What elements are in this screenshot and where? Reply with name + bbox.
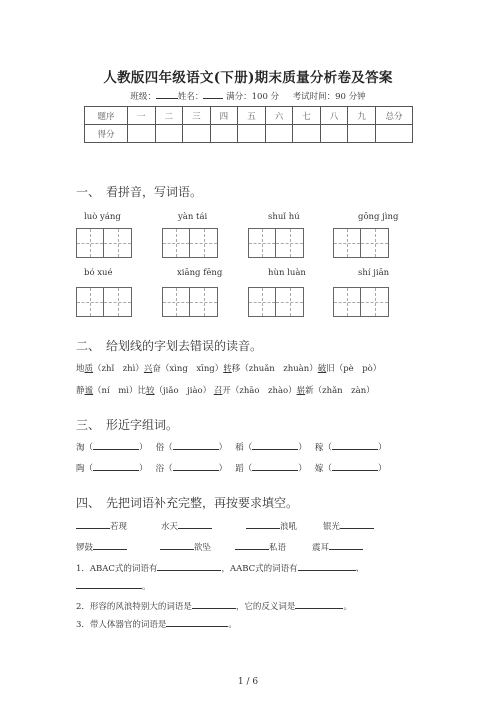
answer-blank[interactable] — [235, 540, 269, 550]
pinyin: gōng jìng — [358, 212, 399, 222]
pronunciation-line-1 — [76, 362, 381, 374]
char-prompt: 蹈（ — [235, 464, 253, 474]
question-1 — [76, 561, 364, 574]
answer-blank[interactable] — [252, 461, 298, 471]
answer-blank[interactable] — [298, 561, 356, 571]
pinyin: hùn luàn — [268, 268, 306, 278]
writing-box[interactable] — [333, 287, 389, 317]
idiom-fragment: 欲坠 — [194, 543, 212, 553]
table-cell: 题序 — [85, 107, 128, 125]
score-table — [84, 106, 413, 143]
pinyin: shuǐ hú — [268, 212, 300, 222]
class-blank[interactable] — [156, 89, 178, 99]
underlined-char: 转 — [223, 364, 232, 374]
similar-char-row-1 — [76, 440, 386, 453]
page-title: 人教版四年级语文(下册)期末质量分析卷及答案 — [103, 70, 393, 86]
idiom-fragment: 浪吼 — [280, 522, 298, 532]
pinyin: luò yáng — [84, 212, 121, 222]
idiom-fragment: 锣鼓 — [76, 543, 94, 553]
pronunciation-line-2 — [76, 384, 375, 396]
question-text: 3．带人体器官的词语是 — [76, 620, 167, 630]
paren: ） — [298, 443, 307, 453]
exam-time: 考试时间：90 分钟 — [292, 92, 366, 102]
paren: ） — [139, 443, 148, 453]
paren: ） — [377, 464, 387, 474]
idiom-row-1 — [76, 519, 374, 532]
table-cell: 五 — [238, 107, 266, 125]
name-blank[interactable] — [203, 89, 223, 99]
paren: ） — [298, 464, 307, 474]
question-text: ，AABC式的词语有 — [221, 564, 298, 574]
underlined-char: 较 — [146, 386, 155, 396]
answer-blank[interactable] — [166, 617, 228, 627]
question-2 — [76, 599, 352, 612]
question-1-continued — [76, 579, 151, 592]
writing-box[interactable] — [76, 287, 132, 317]
word-text: 比 — [137, 386, 147, 396]
score-cell[interactable] — [128, 125, 156, 143]
answer-blank[interactable] — [332, 461, 378, 471]
table-cell: 六 — [265, 107, 293, 125]
reading-options[interactable]: （zhǐ zhì） — [93, 364, 144, 374]
pinyin: xiāng fēng — [177, 268, 223, 278]
section-3-title: 三、 形近字组词。 — [76, 418, 179, 432]
reading-options[interactable]: 开（zhāo zhào） — [222, 386, 297, 396]
answer-blank[interactable] — [178, 519, 212, 529]
table-cell: 得分 — [85, 125, 128, 143]
idiom-fragment: 私语 — [269, 543, 287, 553]
writing-box[interactable] — [162, 287, 218, 317]
question-text: 。 — [343, 602, 352, 612]
underlined-char: 崭 — [296, 386, 306, 396]
score-cell[interactable] — [293, 125, 321, 143]
idiom-row-2 — [76, 540, 363, 553]
answer-blank[interactable] — [252, 440, 298, 450]
section-1-title: 一、 看拼音，写词语。 — [76, 185, 203, 199]
char-prompt: 陶（ — [76, 464, 94, 474]
score-table-row — [85, 125, 413, 143]
class-label: 班级： — [130, 92, 156, 102]
char-prompt: 俗（ — [155, 443, 173, 453]
score-cell[interactable] — [320, 125, 348, 143]
paren: ） — [377, 443, 387, 453]
char-prompt: 浴（ — [155, 464, 173, 474]
answer-blank[interactable] — [93, 440, 139, 450]
table-cell: 七 — [293, 107, 321, 125]
exam-info — [0, 89, 496, 102]
idiom-fragment: 银光 — [323, 522, 341, 532]
answer-blank[interactable] — [332, 440, 378, 450]
answer-blank[interactable] — [160, 540, 194, 550]
word-text: 地 — [76, 364, 85, 374]
writing-box[interactable] — [76, 228, 132, 258]
underlined-char: 谧 — [84, 386, 94, 396]
paren: ） — [218, 464, 228, 474]
reading-options[interactable]: （jiǎo jiào） — [154, 386, 212, 396]
char-prompt: 淘（ — [76, 443, 94, 453]
question-text: 、 — [355, 564, 365, 574]
writing-box[interactable] — [248, 287, 304, 317]
pinyin: shí jiān — [358, 268, 390, 278]
reading-options[interactable]: 新（zhǎn zàn） — [305, 386, 375, 396]
table-cell: 一 — [128, 107, 156, 125]
answer-blank[interactable] — [192, 599, 236, 609]
paren: ） — [139, 464, 148, 474]
answer-blank[interactable] — [76, 579, 142, 589]
table-cell: 四 — [210, 107, 238, 125]
writing-box[interactable] — [333, 228, 389, 258]
char-prompt: 稻（ — [235, 443, 253, 453]
question-text: 。 — [228, 620, 237, 630]
pinyin: bó xué — [84, 268, 113, 278]
score-cell[interactable] — [376, 125, 413, 143]
answer-blank[interactable] — [93, 461, 139, 471]
char-prompt: 嫁（ — [314, 464, 332, 474]
name-label: 姓名： — [177, 92, 204, 102]
answer-blank[interactable] — [329, 540, 363, 550]
reading-options[interactable]: （ní mì） — [93, 386, 138, 396]
idiom-fragment: 震耳 — [312, 543, 330, 553]
question-text: 。 — [142, 582, 151, 592]
answer-blank[interactable] — [173, 461, 219, 471]
reading-options[interactable]: 旧（pè pò） — [326, 364, 382, 374]
underlined-char: 兴 — [143, 364, 153, 374]
idiom-fragment: 水天 — [161, 522, 179, 532]
table-cell: 三 — [183, 107, 211, 125]
score-cell[interactable] — [210, 125, 238, 143]
answer-blank[interactable] — [173, 440, 219, 450]
underlined-char: 质 — [84, 364, 94, 374]
section-4-title: 四、 先把词语补充完整，再按要求填空。 — [76, 496, 299, 510]
underlined-char: 破 — [317, 364, 327, 374]
table-cell: 八 — [320, 107, 348, 125]
reading-options[interactable]: 奋（xìng xīng） — [152, 364, 224, 374]
section-2-title: 二、 给划线的字划去错误的读音。 — [76, 339, 263, 353]
table-cell: 二 — [155, 107, 183, 125]
page-number: 1 / 6 — [237, 677, 259, 687]
answer-blank[interactable] — [93, 540, 127, 550]
answer-blank[interactable] — [295, 599, 343, 609]
writing-box[interactable] — [248, 228, 304, 258]
paren: ） — [218, 443, 228, 453]
score-table-header — [85, 107, 413, 125]
score-cell[interactable] — [238, 125, 266, 143]
reading-options[interactable]: 移（zhuǎn zhuàn） — [231, 364, 318, 374]
answer-blank[interactable] — [76, 519, 110, 529]
question-3 — [76, 617, 237, 630]
table-cell: 九 — [348, 107, 376, 125]
table-cell: 总分 — [376, 107, 413, 125]
idiom-fragment: 若现 — [110, 522, 128, 532]
question-text: 1．ABAC式的词语有 — [76, 564, 158, 574]
full-score: 满分：100 分 — [226, 92, 280, 102]
similar-char-row-2 — [76, 461, 386, 474]
pinyin: yàn tái — [178, 212, 208, 222]
answer-blank[interactable] — [246, 519, 280, 529]
score-cell[interactable] — [265, 125, 293, 143]
question-text: ，它的反义词是 — [235, 602, 296, 612]
char-prompt: 稼（ — [314, 443, 332, 453]
score-cell[interactable] — [348, 125, 376, 143]
answer-blank[interactable] — [157, 561, 221, 571]
score-cell[interactable] — [155, 125, 183, 143]
score-cell[interactable] — [183, 125, 211, 143]
underlined-char: 召 — [213, 386, 223, 396]
answer-blank[interactable] — [340, 519, 374, 529]
question-text: 2．形容的风浪特别大的词语是 — [76, 602, 192, 612]
word-text: 静 — [76, 386, 85, 396]
writing-box[interactable] — [162, 228, 218, 258]
